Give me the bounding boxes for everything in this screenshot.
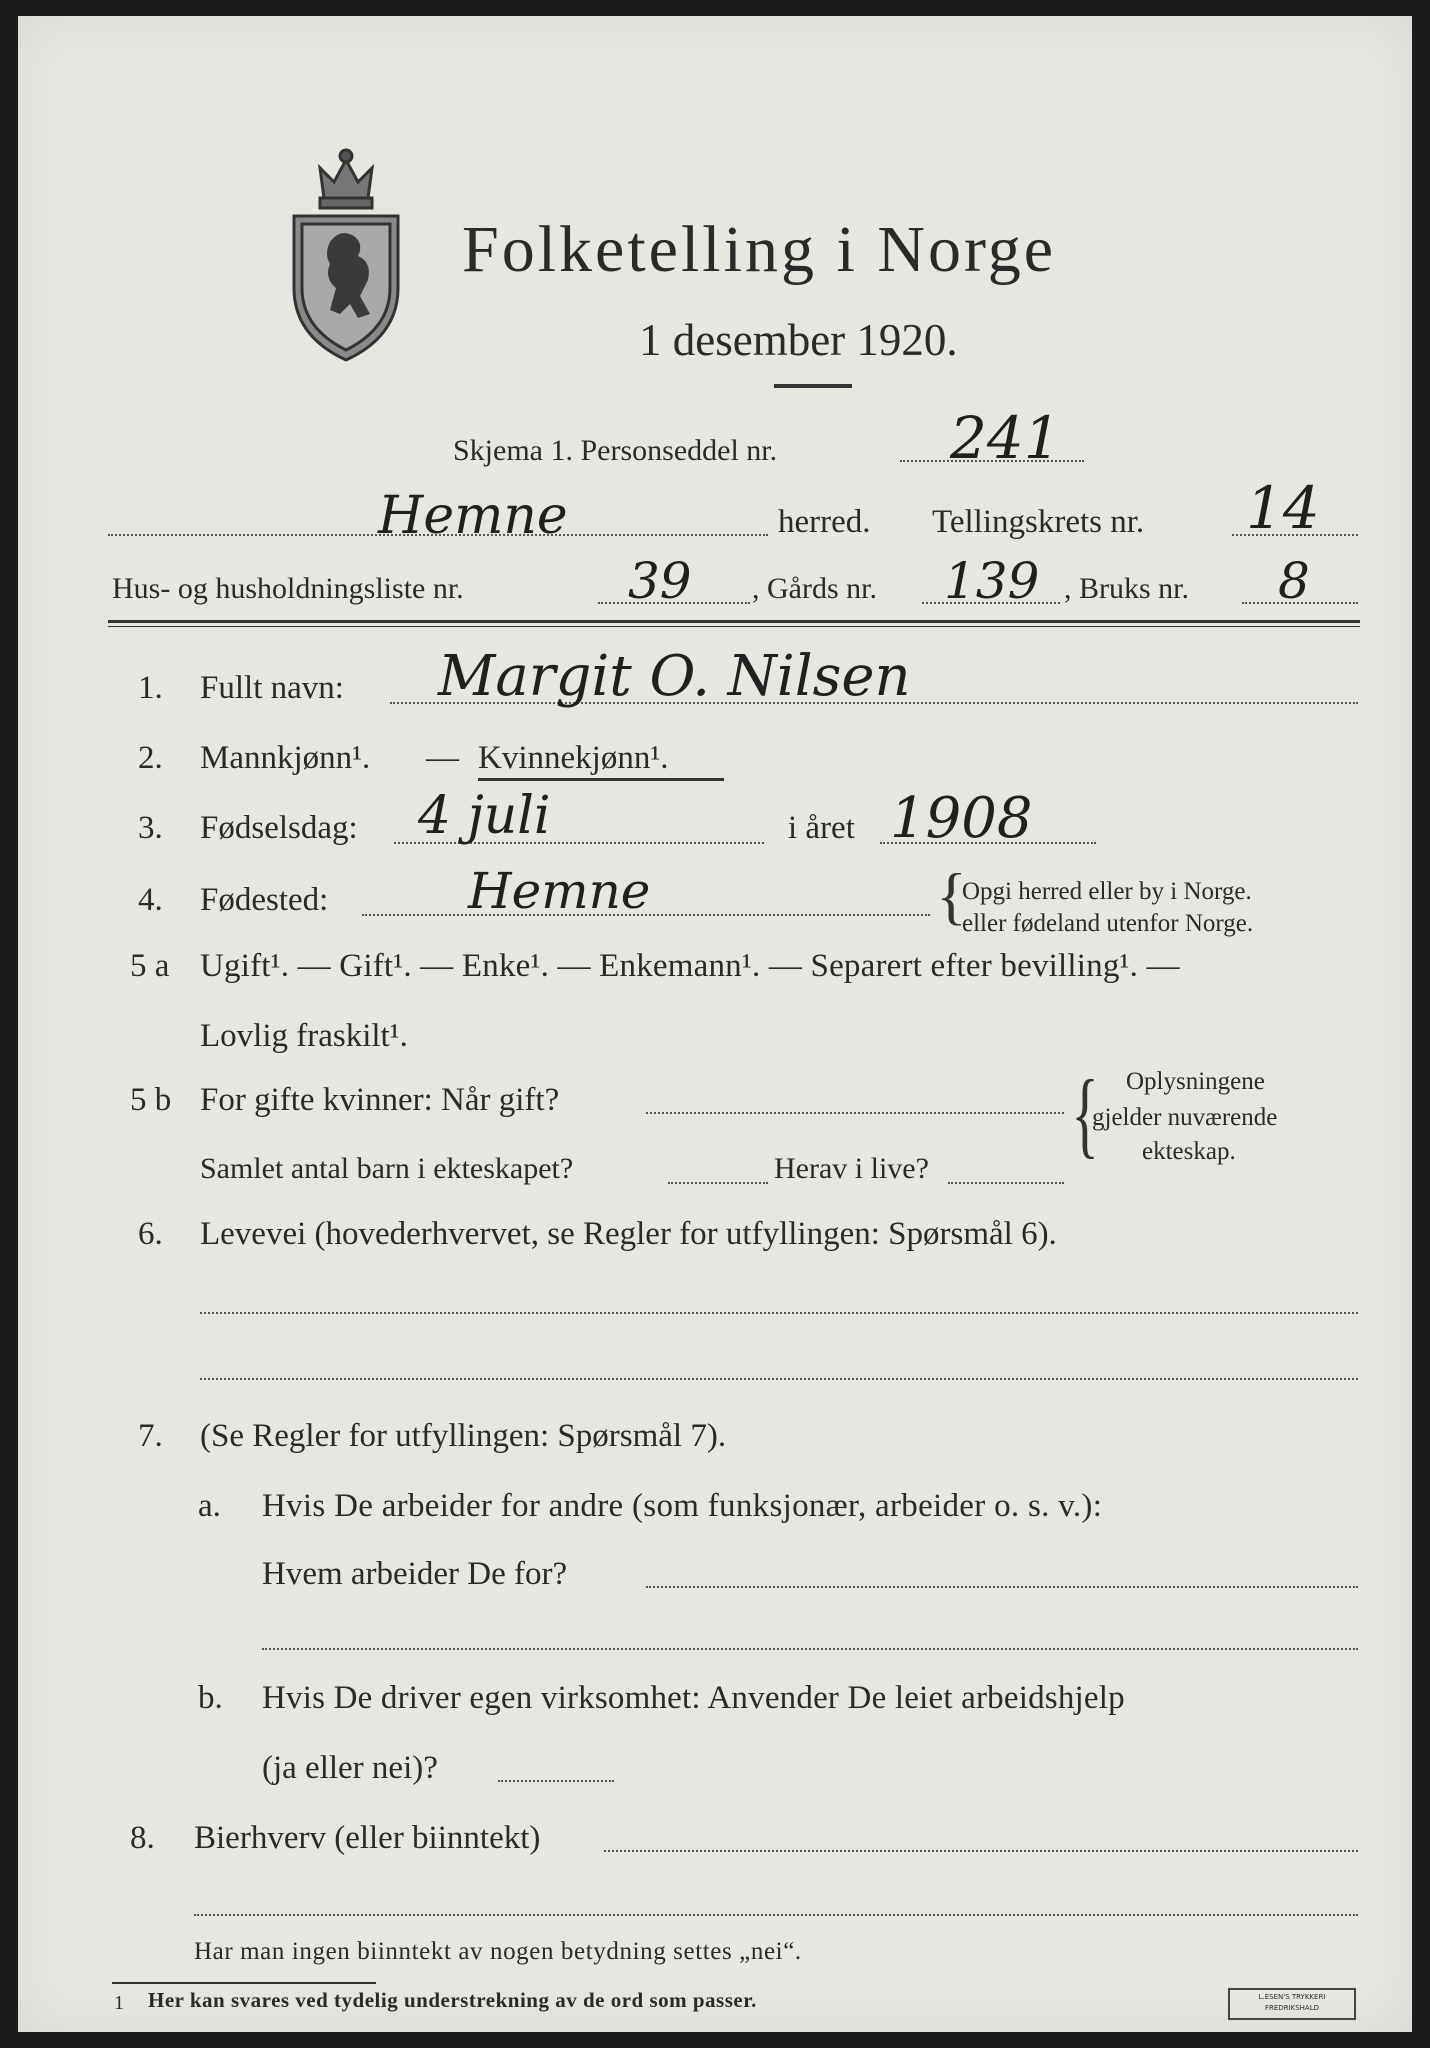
employer-line-2 xyxy=(262,1648,1358,1650)
married-when-label: For gifte kvinner: Når gift? xyxy=(200,1082,560,1118)
q4-note-line2: eller fødeland utenfor Norge. xyxy=(962,910,1254,937)
q7a-text: Hvis De arbeider for andre (som funksjonær, arbeider o. s. v.): xyxy=(262,1488,1103,1524)
footnote-rule xyxy=(112,1982,376,1984)
footnote-mark: 1 xyxy=(114,1992,124,2014)
alive-count-label: Herav i live? xyxy=(774,1152,929,1185)
q4-number: 4. xyxy=(138,882,163,918)
skjema-label: Skjema 1. Personseddel nr. xyxy=(453,434,778,467)
q5b-number: 5 b xyxy=(130,1082,172,1118)
marital-status-options: Ugift¹. — Gift¹. — Enke¹. — Enkemann¹. — Separert efter bevilling¹. — xyxy=(200,948,1180,984)
q7b-letter: b. xyxy=(198,1680,223,1716)
q7-number: 7. xyxy=(138,1418,163,1454)
hus-nr-value: 39 xyxy=(628,552,692,610)
form-title: Folketelling i Norge xyxy=(462,213,1057,286)
occupation-label: Levevei (hovederhvervet, se Regler for utfyllingen: Spørsmål 6). xyxy=(200,1216,1057,1252)
herred-label: herred. xyxy=(778,504,871,540)
q6-number: 6. xyxy=(138,1216,163,1252)
birthday-value: 4 juli xyxy=(418,786,551,846)
divorced-option: Lovlig fraskilt¹. xyxy=(200,1018,408,1054)
personseddel-nr-value: 241 xyxy=(950,404,1061,472)
q1-number: 1. xyxy=(138,670,163,706)
herred-value: Hemne xyxy=(378,486,568,546)
q5b-note-brace: { xyxy=(1071,1060,1099,1167)
bruks-nr-value: 8 xyxy=(1278,552,1310,610)
q5b-note-line1: Oplysningene xyxy=(1126,1068,1265,1095)
q5b-note-line2: gjelder nuværende xyxy=(1092,1104,1278,1131)
occupation-line-2 xyxy=(200,1378,1358,1380)
q2-number: 2. xyxy=(138,740,163,776)
side-income-line-2 xyxy=(194,1914,1358,1916)
tellingskrets-nr-value: 14 xyxy=(1246,474,1320,542)
side-income-label: Bierhverv (eller biinntekt) xyxy=(194,1820,541,1856)
female-option: Kvinnekjønn¹. xyxy=(478,740,669,776)
birthplace-value: Hemne xyxy=(468,862,651,920)
year-label: i året xyxy=(788,810,855,846)
birth-year-value: 1908 xyxy=(890,786,1033,851)
q5b-note-line3: ekteskap. xyxy=(1142,1138,1236,1165)
q4-note-brace: { xyxy=(936,860,967,931)
occupation-line-1 xyxy=(200,1312,1358,1314)
tellingskrets-label: Tellingskrets nr. xyxy=(932,504,1145,540)
bruks-label: , Bruks nr. xyxy=(1064,572,1190,605)
birthplace-label: Fødested: xyxy=(200,882,329,918)
side-income-note: Har man ingen biinntekt av nogen betydning settes „nei“. xyxy=(194,1938,802,1965)
q7b-text: Hvis De driver egen virksomhet: Anvender De leiet arbeidshjelp xyxy=(262,1680,1125,1716)
q4-note-line1: Opgi herred eller by i Norge. xyxy=(962,878,1252,905)
q7a-letter: a. xyxy=(198,1488,221,1524)
full-name-label: Fullt navn: xyxy=(200,670,344,706)
title-divider xyxy=(774,384,852,388)
gender-separator: — xyxy=(426,740,459,776)
printer-stamp xyxy=(1228,1988,1356,2020)
full-name-value: Margit O. Nilsen xyxy=(438,644,911,709)
q5a-number: 5 a xyxy=(130,948,170,984)
employer-label: Hvem arbeider De for? xyxy=(262,1556,568,1592)
male-option: Mannkjønn¹. xyxy=(200,740,371,776)
birthday-label: Fødselsdag: xyxy=(200,810,358,846)
census-form-sheet xyxy=(18,16,1412,2032)
norway-coat-of-arms-icon xyxy=(280,138,412,366)
form-date: 1 desember 1920. xyxy=(639,315,958,365)
printer-stamp-line1: L.ESEN'S TRYKKERI xyxy=(1258,1993,1326,2001)
female-underline xyxy=(478,778,724,781)
hired-help-label: (ja eller nei)? xyxy=(262,1750,438,1786)
gards-nr-value: 139 xyxy=(944,552,1040,610)
q3-number: 3. xyxy=(138,810,163,846)
printer-stamp-line2: FREDRIKSHALD xyxy=(1264,2004,1319,2012)
header-rule xyxy=(108,620,1360,623)
children-count-label: Samlet antal barn i ekteskapet? xyxy=(200,1152,574,1185)
hus-label: Hus- og husholdningsliste nr. xyxy=(112,572,464,605)
q8-number: 8. xyxy=(130,1820,155,1856)
q7-label: (Se Regler for utfyllingen: Spørsmål 7). xyxy=(200,1418,727,1454)
footnote-text: Her kan svares ved tydelig understrekning av de ord som passer. xyxy=(148,1988,757,2012)
gards-label: , Gårds nr. xyxy=(752,572,877,605)
